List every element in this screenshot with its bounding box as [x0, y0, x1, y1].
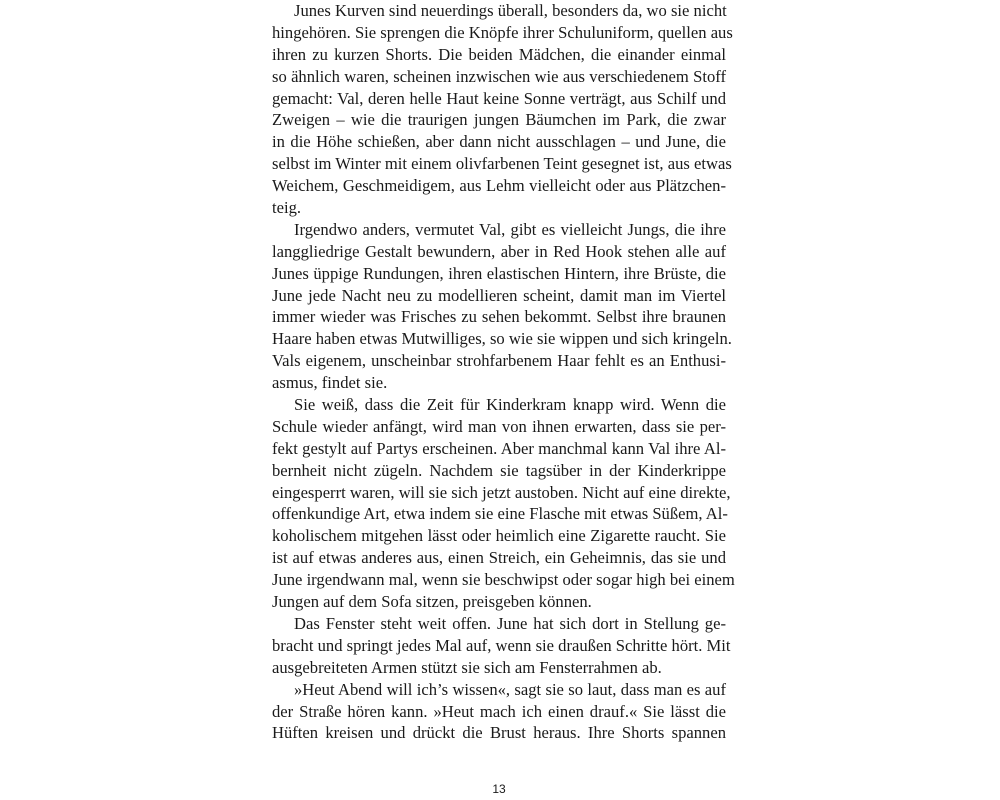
text-line: Schule wieder anfängt, wird man von ihnen erwarten, dass sie per-: [272, 416, 726, 436]
text-line: hingehören. Sie sprengen die Knöpfe ihrer Schuluniform, quellen aus: [272, 22, 733, 42]
text-line: der Straße hören kann. »Heut mach ich einen drauf.« Sie lässt die: [272, 701, 726, 721]
text-line: Jungen auf dem Sofa sitzen, preisgeben können.: [272, 592, 592, 612]
text-line: Hüften kreisen und drückt die Brust heraus. Ihre Shorts spannen: [272, 723, 726, 743]
text-line: June irgendwann mal, wenn sie beschwipst oder sogar high bei einem: [272, 570, 735, 590]
paragraph: [272, 0, 733, 219]
book-page: [272, 0, 735, 800]
text-line: asmus, findet sie.: [272, 373, 388, 393]
text-line: Haare haben etwas Mutwilliges, so wie sie wippen und sich kringeln.: [272, 329, 732, 349]
text-line: eingesperrt waren, will sie sich jetzt austoben. Nicht auf eine direkte,: [272, 482, 731, 502]
body-text: [272, 0, 735, 744]
text-line: Junes üppige Rundungen, ihren elastischen Hintern, ihre Brüste, die: [272, 263, 726, 283]
text-line: so ähnlich waren, scheinen inzwischen wie aus verschiedenem Stoff: [272, 66, 726, 86]
text-line: June jede Nacht neu zu modellieren scheint, damit man im Viertel: [272, 285, 726, 305]
text-line: koholischem mitgehen lässt oder heimlich eine Zigarette raucht. Sie: [272, 526, 726, 546]
paragraph: [272, 613, 731, 679]
text-line: Irgendwo anders, vermutet Val, gibt es vielleicht Jungs, die ihre: [294, 219, 726, 239]
text-line: langgliedrige Gestalt bewundern, aber in Red Hook stehen alle auf: [272, 241, 726, 261]
text-line: »Heut Abend will ich’s wissen«, sagt sie so laut, dass man es auf: [294, 679, 726, 699]
text-line: Zweigen – wie die traurigen jungen Bäumchen im Park, die zwar: [272, 110, 726, 130]
text-line: Weichem, Geschmeidigem, aus Lehm vielleicht oder aus Plätzchen-: [272, 176, 726, 196]
paragraph: [272, 394, 735, 613]
text-line: ausgebreiteten Armen stützt sie sich am Fensterrahmen ab.: [272, 657, 662, 677]
text-line: bernheit nicht zügeln. Nachdem sie tagsüber in der Kinderkrippe: [272, 460, 726, 480]
text-line: bracht und springt jedes Mal auf, wenn sie draußen Schritte hört. Mit: [272, 635, 731, 655]
text-line: offenkundige Art, etwa indem sie eine Flasche mit etwas Süßem, Al-: [272, 504, 728, 524]
text-line: ist auf etwas anderes aus, einen Streich, ein Geheimnis, das sie und: [272, 548, 726, 568]
text-line: Das Fenster steht weit offen. June hat sich dort in Stellung ge-: [294, 613, 726, 633]
text-line: fekt gestylt auf Partys erscheinen. Aber manchmal kann Val ihre Al-: [272, 438, 726, 458]
paragraph: [272, 679, 726, 745]
page-number: 13: [492, 782, 506, 796]
text-line: immer wieder was Frisches zu sehen bekommt. Selbst ihre braunen: [272, 307, 726, 327]
text-line: gemacht: Val, deren helle Haut keine Sonne verträgt, aus Schilf und: [272, 88, 726, 108]
text-line: ihren zu kurzen Shorts. Die beiden Mädchen, die einander einmal: [272, 44, 726, 64]
text-line: selbst im Winter mit einem olivfarbenen Teint gesegnet ist, aus etwas: [272, 154, 732, 174]
text-line: Sie weiß, dass die Zeit für Kinderkram knapp wird. Wenn die: [294, 395, 726, 415]
text-line: in die Höhe schießen, aber dann nicht ausschlagen – und June, die: [272, 132, 726, 152]
text-line: Vals eigenem, unscheinbar strohfarbenem Haar fehlt es an Enthusi-: [272, 351, 726, 371]
paragraph: [272, 219, 732, 394]
text-line: Junes Kurven sind neuerdings überall, besonders da, wo sie nicht: [294, 1, 727, 20]
text-line: teig.: [272, 198, 302, 218]
